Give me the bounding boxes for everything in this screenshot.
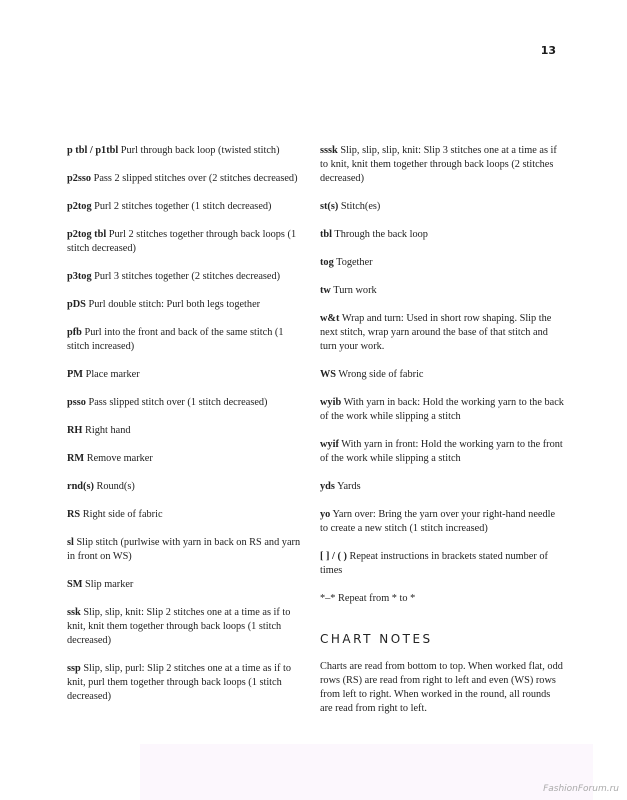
abbreviation-entry bbox=[67, 298, 303, 312]
abbreviation-entry bbox=[320, 396, 564, 424]
abbreviation-entry bbox=[320, 144, 564, 186]
abbreviation-entry bbox=[320, 228, 564, 242]
abbreviation-entry bbox=[67, 270, 303, 284]
abbreviation-term: wyif bbox=[320, 439, 339, 450]
abbreviation-desc: Purl into the front and back of the same stitch (1 stitch increased) bbox=[67, 327, 284, 352]
abbreviation-term: SM bbox=[67, 579, 83, 590]
abbreviation-desc: Pass slipped stitch over (1 stitch decreased) bbox=[85, 397, 268, 408]
abbreviation-term: RS bbox=[67, 509, 81, 520]
abbreviations-right-column bbox=[320, 144, 564, 716]
abbreviation-desc: Wrong side of fabric bbox=[336, 369, 424, 380]
abbreviation-entry bbox=[320, 284, 564, 298]
abbreviation-term: psso bbox=[67, 397, 86, 408]
abbreviation-desc: Yarn over: Bring the yarn over your right-hand needle to create a new stitch (1 stitch increased) bbox=[320, 509, 556, 534]
abbreviation-term: yds bbox=[320, 481, 335, 492]
abbreviation-term: pfb bbox=[67, 327, 82, 338]
abbreviation-desc: Purl double stitch: Purl both legs together bbox=[85, 299, 261, 310]
abbreviation-desc: Right hand bbox=[82, 425, 131, 436]
abbreviation-desc: Yards bbox=[334, 481, 361, 492]
abbreviation-entry bbox=[67, 368, 303, 382]
abbreviation-term: sl bbox=[67, 537, 74, 548]
abbreviation-entry bbox=[67, 480, 303, 494]
abbreviation-desc: Turn work bbox=[330, 285, 377, 296]
abbreviation-term: tw bbox=[320, 285, 331, 296]
abbreviation-entry bbox=[67, 396, 303, 410]
abbreviation-desc: Slip, slip, slip, knit: Slip 3 stitches one at a time as if to knit, knit them together through back loops (2 stitches decreased) bbox=[320, 145, 557, 184]
abbreviation-desc: Place marker bbox=[83, 369, 140, 380]
abbreviation-entry bbox=[67, 424, 303, 438]
abbreviation-entry bbox=[67, 326, 303, 354]
chart-notes-heading: CHART NOTES bbox=[320, 632, 433, 646]
abbreviation-term: wyib bbox=[320, 397, 342, 408]
abbreviation-entry bbox=[320, 508, 564, 536]
abbreviation-desc: Pass 2 slipped stitches over (2 stitches decreased) bbox=[91, 173, 298, 184]
abbreviation-desc: Remove marker bbox=[84, 453, 153, 464]
abbreviation-entry bbox=[320, 256, 564, 270]
abbreviation-entry bbox=[67, 144, 303, 158]
abbreviation-desc: Purl through back loop (twisted stitch) bbox=[118, 145, 280, 156]
abbreviation-term: ssk bbox=[67, 607, 81, 618]
abbreviation-entry bbox=[320, 200, 564, 214]
abbreviation-term: WS bbox=[320, 369, 337, 380]
abbreviation-term: w&t bbox=[320, 313, 340, 324]
abbreviation-term: pDS bbox=[67, 299, 86, 310]
abbreviation-term: p2sso bbox=[67, 173, 92, 184]
abbreviation-term: rnd(s) bbox=[67, 481, 94, 492]
abbreviation-entry bbox=[67, 662, 303, 704]
abbreviation-term: tog bbox=[320, 257, 334, 268]
abbreviation-desc: With yarn in front: Hold the working yarn to the front of the work while slipping a stitch bbox=[320, 439, 563, 464]
abbreviations-left-column bbox=[67, 144, 303, 718]
abbreviation-desc: Stitch(es) bbox=[338, 201, 381, 212]
abbreviation-desc: Purl 2 stitches together through back loops (1 stitch decreased) bbox=[67, 229, 297, 254]
abbreviation-desc: Slip stitch (purlwise with yarn in back on RS and yarn in front on WS) bbox=[67, 537, 301, 562]
abbreviation-entry bbox=[67, 228, 303, 256]
abbreviation-entry bbox=[67, 452, 303, 466]
abbreviation-entry bbox=[320, 550, 564, 578]
abbreviation-term: [ ] / ( ) bbox=[320, 551, 347, 562]
abbreviation-desc: *–* Repeat from * to * bbox=[320, 593, 416, 604]
abbreviation-entry bbox=[320, 480, 564, 494]
abbreviation-entry bbox=[320, 368, 564, 382]
abbreviation-entry bbox=[67, 508, 303, 522]
abbreviation-term: yo bbox=[320, 509, 331, 520]
watermark-text: FashionForum.ru bbox=[543, 784, 619, 794]
bottom-band bbox=[140, 744, 593, 800]
abbreviation-entry bbox=[67, 606, 303, 648]
abbreviation-entry bbox=[67, 536, 303, 564]
abbreviation-term: p2tog tbl bbox=[67, 229, 107, 240]
abbreviation-desc: Slip, slip, purl: Slip 2 stitches one at a time as if to knit, purl them together through back loops (1 stitch decreased) bbox=[67, 663, 291, 702]
abbreviation-term: p3tog bbox=[67, 271, 92, 282]
abbreviation-desc: Through the back loop bbox=[332, 229, 428, 240]
abbreviation-term: st(s) bbox=[320, 201, 339, 212]
abbreviation-entry bbox=[67, 200, 303, 214]
abbreviation-term: RM bbox=[67, 453, 85, 464]
abbreviation-term: tbl bbox=[320, 229, 333, 240]
abbreviation-desc: Round(s) bbox=[93, 481, 135, 492]
abbreviation-entry bbox=[320, 438, 564, 466]
abbreviation-term: sssk bbox=[320, 145, 338, 156]
abbreviation-term: ssp bbox=[67, 663, 81, 674]
abbreviation-desc: Together bbox=[333, 257, 373, 268]
abbreviation-entry bbox=[67, 578, 303, 592]
abbreviation-desc: With yarn in back: Hold the working yarn to the back of the work while slipping a stitch bbox=[320, 397, 564, 422]
abbreviation-entry bbox=[320, 592, 564, 606]
abbreviation-term: RH bbox=[67, 425, 83, 436]
abbreviation-term: p tbl / p1tbl bbox=[67, 145, 119, 156]
abbreviation-desc: Slip marker bbox=[82, 579, 134, 590]
abbreviation-desc: Slip, slip, knit: Slip 2 stitches one at a time as if to knit, knit them together through back loops (1 stitch decreased) bbox=[67, 607, 291, 646]
abbreviation-desc: Purl 3 stitches together (2 stitches decreased) bbox=[91, 271, 281, 282]
abbreviation-desc: Wrap and turn: Used in short row shaping. Slip the next stitch, wrap yarn around the base of that stitch and turn your work. bbox=[320, 313, 552, 352]
abbreviation-desc: Repeat instructions in brackets stated number of times bbox=[320, 551, 548, 576]
chart-notes-text: Charts are read from bottom to top. When worked flat, odd rows (RS) are read from right to left and even (WS) rows from left to right. When worked in the round, all rounds are read from right to left. bbox=[320, 661, 563, 714]
abbreviation-term: p2tog bbox=[67, 201, 92, 212]
abbreviation-entry bbox=[320, 312, 564, 354]
abbreviation-desc: Right side of fabric bbox=[80, 509, 163, 520]
page-number: 13 bbox=[540, 44, 556, 57]
abbreviation-term: PM bbox=[67, 369, 84, 380]
abbreviation-entry bbox=[67, 172, 303, 186]
abbreviation-desc: Purl 2 stitches together (1 stitch decreased) bbox=[91, 201, 272, 212]
